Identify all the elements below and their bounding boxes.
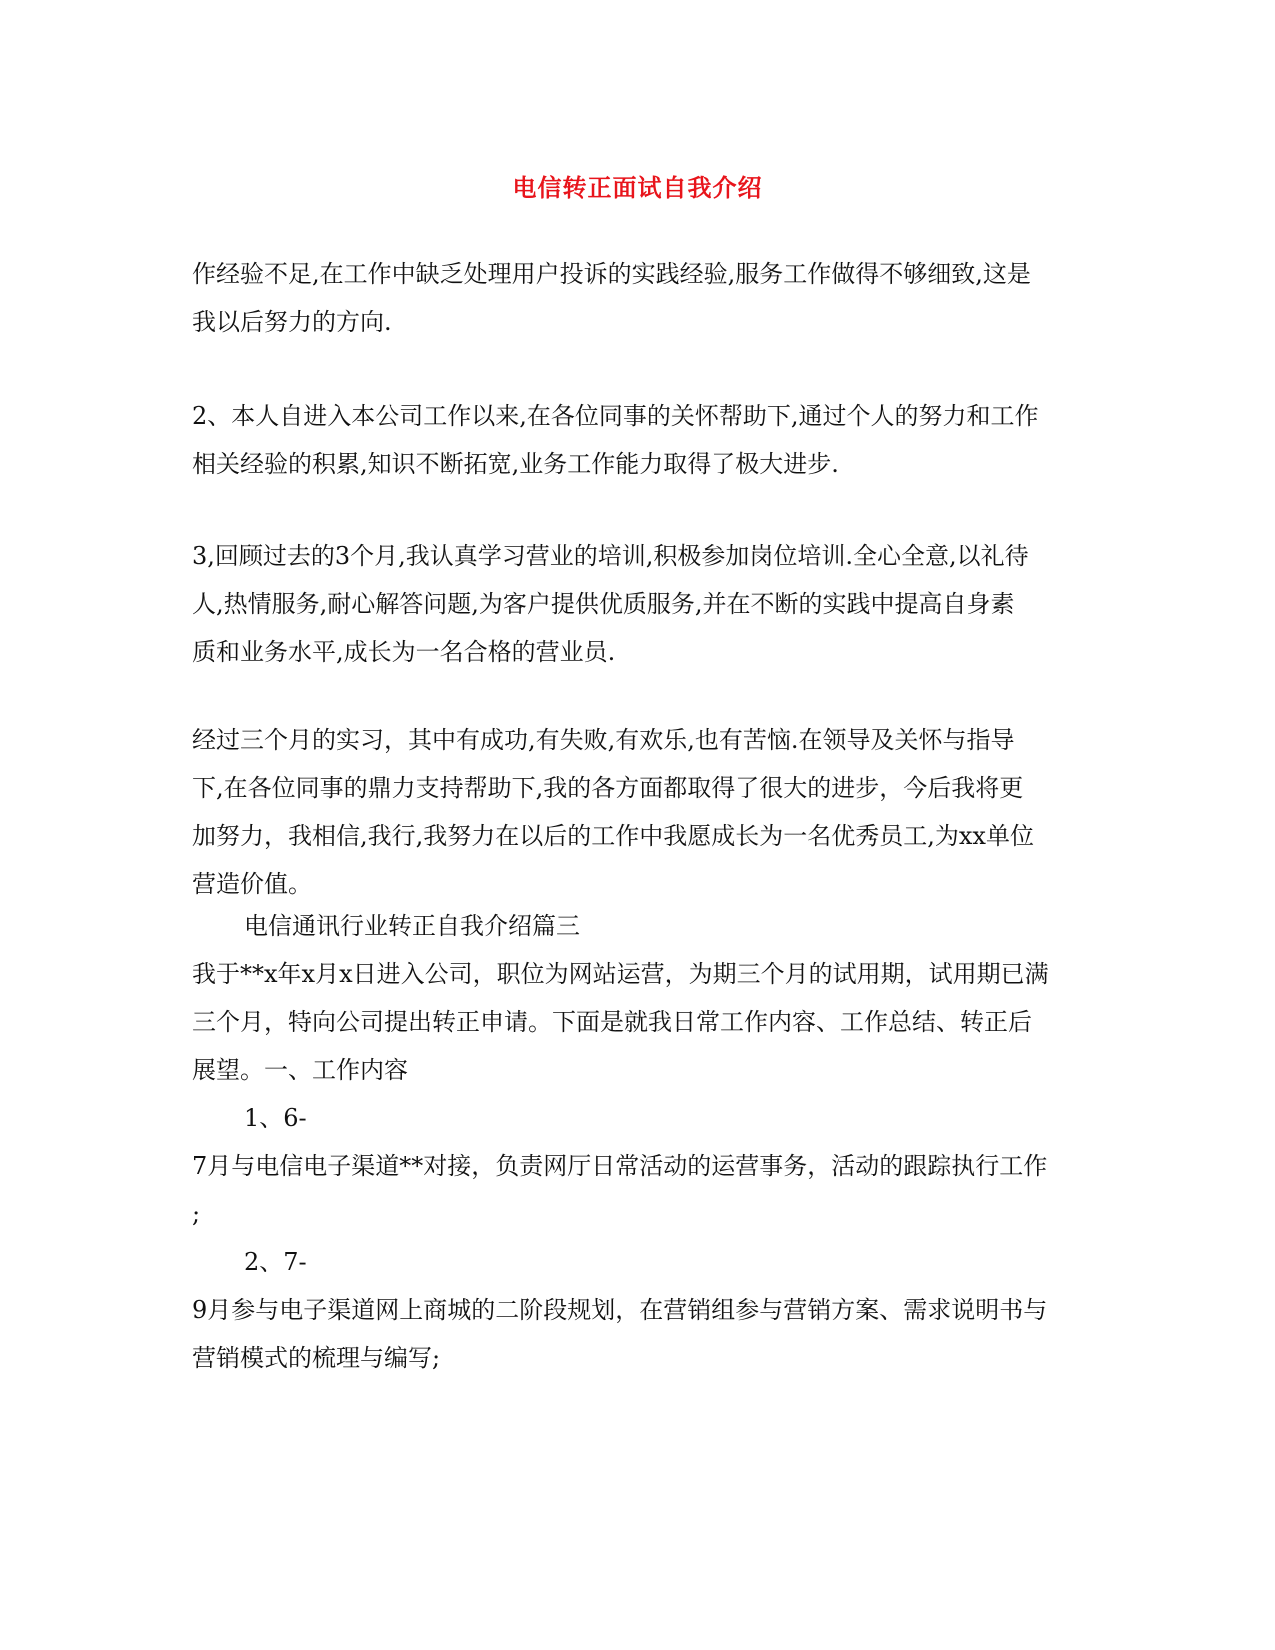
- text-line: 我于**x年x月x日进入公司，职位为网站运营，为期三个月的试用期，试用期已满: [192, 960, 1049, 988]
- text-line: 7月与电信电子渠道**对接，负责网厅日常活动的运营事务，活动的跟踪执行工作: [192, 1152, 1048, 1180]
- paragraph-1: [192, 250, 1087, 346]
- text-line: 三个月，特向公司提出转正申请。下面是就我日常工作内容、工作总结、转正后: [192, 1008, 1032, 1036]
- paragraph-2: [192, 392, 1087, 488]
- item-number: 1、6-: [244, 1104, 307, 1132]
- text-line: 2、本人自进入本公司工作以来,在各位同事的关怀帮助下,通过个人的努力和工作: [192, 402, 1039, 430]
- text-line: 质和业务水平,成长为一名合格的营业员.: [192, 638, 616, 666]
- text-line: 3,回顾过去的3个月,我认真学习营业的培训,积极参加岗位培训.全心全意,以礼待: [192, 542, 1029, 570]
- paragraph-4: [192, 716, 1087, 908]
- text-line: 相关经验的积累,知识不断拓宽,业务工作能力取得了极大进步.: [192, 450, 839, 478]
- document-title: 电信转正面试自我介绍: [512, 173, 763, 202]
- text-line: 作经验不足,在工作中缺乏处理用户投诉的实践经验,服务工作做得不够细致,这是: [192, 260, 1031, 288]
- text-line: 营销模式的梳理与编写;: [192, 1344, 441, 1372]
- text-line: 加努力，我相信,我行,我努力在以后的工作中我愿成长为一名优秀员工,为xx单位: [192, 822, 1034, 850]
- text-line: 营造价值。: [192, 870, 312, 898]
- text-line: 人,热情服务,耐心解答问题,为客户提供优质服务,并在不断的实践中提高自身素: [192, 590, 1015, 618]
- text-line: ;: [192, 1200, 201, 1228]
- text-line: 9月参与电子渠道网上商城的二阶段规划，在营销组参与营销方案、需求说明书与: [192, 1296, 1048, 1324]
- item-number: 2、7-: [244, 1248, 307, 1276]
- text-line: 展望。一、工作内容: [192, 1056, 408, 1084]
- text-line: 下,在各位同事的鼎力支持帮助下,我的各方面都取得了很大的进步，今后我将更: [192, 774, 1024, 802]
- text-line: 经过三个月的实习，其中有成功,有失败,有欢乐,也有苦恼.在领导及关怀与指导: [192, 726, 1015, 754]
- section-block: [192, 902, 1087, 1382]
- paragraph-3: [192, 532, 1087, 676]
- section-heading: 电信通讯行业转正自我介绍篇三: [244, 912, 580, 940]
- text-line: 我以后努力的方向.: [192, 308, 392, 336]
